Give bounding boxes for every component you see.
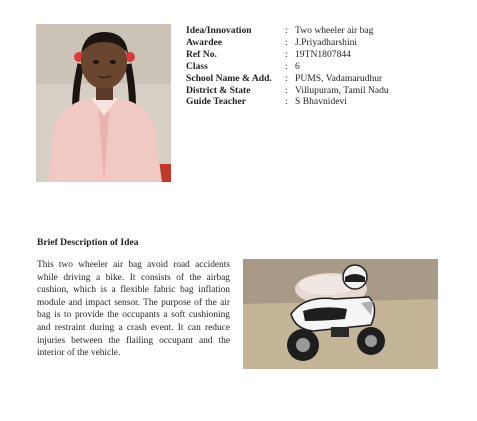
info-label: District & State	[186, 84, 251, 96]
info-value: 6	[295, 60, 300, 72]
description-text: This two wheeler air bag avoid road accidents while driving a bike. It consists of the airbag cushion, which is a flexible fabric bag inflation module and impact sensor. The purpose of the air bag is to provide the occupants a soft cushioning and restraint during a crash event. It can reduce injuries between the flailing occupant and the interior of the vehicle.	[37, 260, 230, 359]
info-label: Ref No.	[186, 48, 217, 60]
info-label: Class	[186, 60, 208, 72]
info-value: 19TN1807844	[295, 48, 351, 60]
info-value: S Bhavnidevi	[295, 96, 347, 108]
info-row-school	[186, 73, 389, 85]
product-photo	[243, 259, 438, 369]
awardee-info	[186, 25, 389, 108]
info-row-class	[186, 61, 389, 73]
info-value: PUMS, Vadamarudhur	[295, 72, 383, 84]
info-label: Guide Teacher	[186, 96, 246, 108]
description-heading: Brief Description of Idea	[37, 237, 139, 248]
info-separator: :	[285, 96, 288, 108]
info-row-awardee	[186, 37, 389, 49]
info-row-guide-teacher	[186, 96, 389, 108]
info-value: Villupuram, Tamil Nadu	[295, 84, 389, 96]
info-separator: :	[285, 36, 288, 48]
info-row-ref-no	[186, 49, 389, 61]
info-row-idea	[186, 25, 389, 37]
info-label: Awardee	[186, 36, 223, 48]
info-separator: :	[285, 72, 288, 84]
info-separator: :	[285, 48, 288, 60]
info-label: School Name & Add.	[186, 72, 272, 84]
info-value: J.Priyadharshini	[295, 36, 358, 48]
info-value: Two wheeler air bag	[295, 25, 374, 36]
info-separator: :	[285, 25, 288, 36]
info-separator: :	[285, 84, 288, 96]
awardee-photo	[36, 24, 171, 182]
info-label: Idea/Innovation	[186, 25, 252, 36]
info-separator: :	[285, 60, 288, 72]
info-row-district	[186, 85, 389, 97]
